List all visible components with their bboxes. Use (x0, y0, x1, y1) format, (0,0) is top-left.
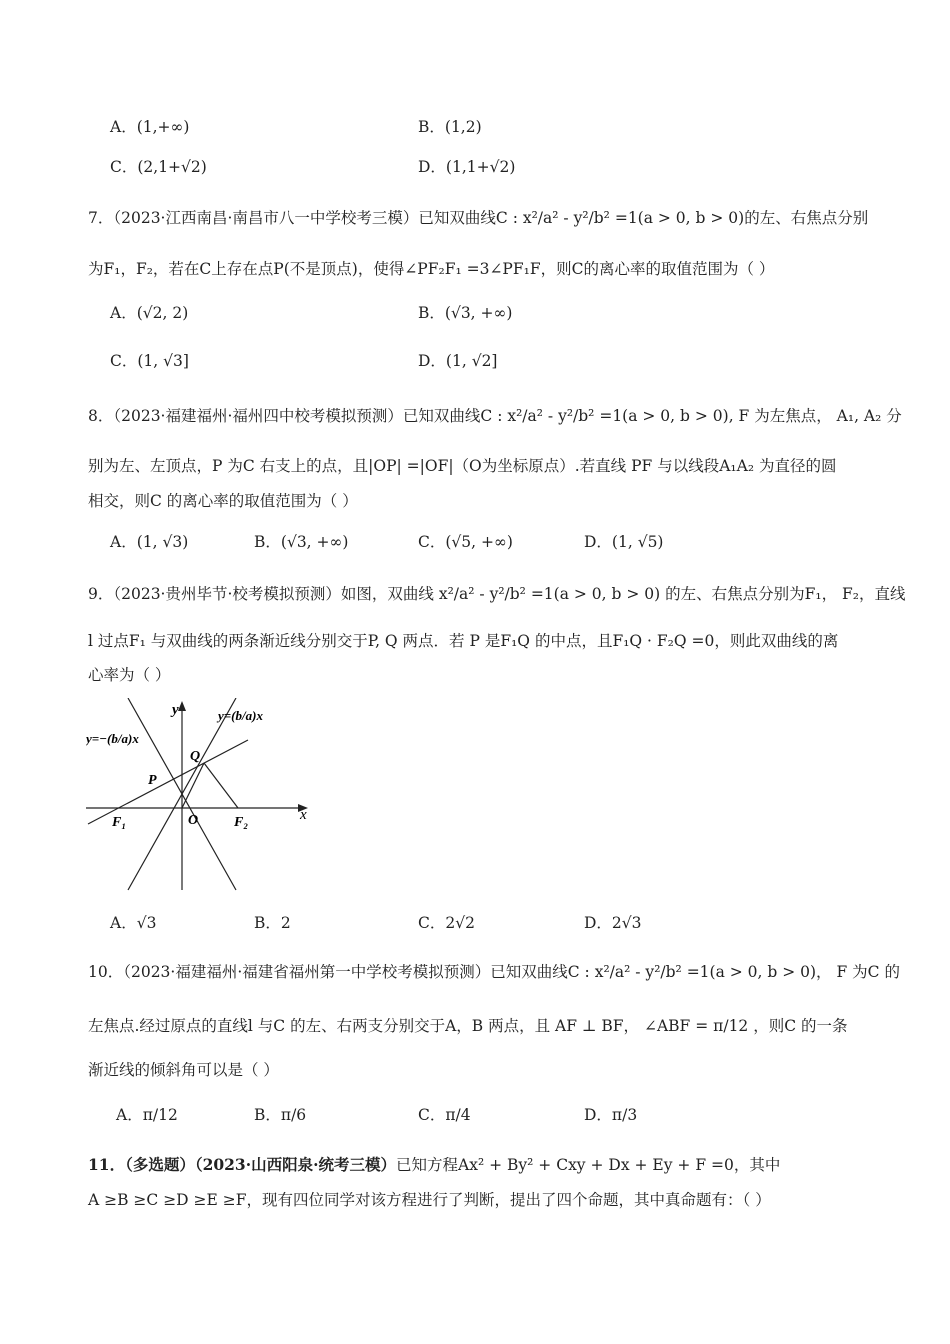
q8-stem-line-1: 8．（2023·福建福州·福州四中校考模拟预测）已知双曲线C : x²/a² - y²/b² =1(a > 0, b > 0), F 为左焦点， A₁, A₂ 分 (88, 407, 902, 425)
q11-stem-line-2: A ≥B ≥C ≥D ≥E ≥F，现有四位同学对该方程进行了判断，提出了四个命题，其中真命题有：（ ） (88, 1191, 771, 1209)
label-y: y (172, 702, 179, 718)
q11-stem-text: 已知方程Ax² + By² + Cxy + Dx + Ey + F =0，其中 (396, 1156, 781, 1174)
q11-heading: 11．（多选题）（2023·山西阳泉·统考三模） (88, 1155, 397, 1174)
q6-option-d: D．(1,1+√2) (418, 158, 516, 176)
label-O: O (188, 813, 199, 828)
q8-option-b: B．(√3, +∞) (254, 533, 349, 551)
q9-option-a: A．√3 (110, 914, 157, 932)
q8-option-a: A．(1, √3) (110, 533, 189, 551)
q6-option-c: C．(2,1+√2) (110, 158, 207, 176)
q8-stem-line-3: 相交，则C 的离心率的取值范围为（ ） (88, 492, 358, 510)
label-F1: F₁ (112, 815, 127, 830)
label-F2: F₂ (234, 815, 249, 830)
line-l (88, 740, 248, 824)
q9-stem-line-1: 9．（2023·贵州毕节·校考模拟预测）如图，双曲线 x²/a² - y²/b² =1(a > 0, b > 0) 的左、右焦点分别为F₁， F₂，直线 (88, 585, 906, 603)
q9-stem-line-3: 心率为（ ） (88, 666, 171, 684)
q9-hyperbola-figure (86, 698, 326, 893)
label-asymptote-left: y=−(b/a)x (86, 731, 139, 746)
q11-stem-line-1 (88, 1154, 780, 1176)
q9-stem-line-2: l 过点F₁ 与双曲线的两条渐近线分别交于P, Q 两点．若 P 是F₁Q 的中点，且F₁Q · F₂Q =0，则此双曲线的离 (88, 632, 839, 650)
q7-option-d: D．(1, √2] (418, 352, 498, 370)
q7-option-c: C．(1, √3] (110, 352, 189, 370)
q10-stem-line-2: 左焦点.经过原点的直线l 与C 的左、右两支分别交于A，B 两点，且 AF ⊥ BF， ∠ABF = π/12 ，则C 的一条 (88, 1017, 848, 1035)
q7-option-a: A．(√2, 2) (110, 304, 189, 322)
segment-OQ (182, 763, 204, 808)
q7-option-b: B．(√3, +∞) (418, 304, 513, 322)
q9-option-d: D．2√3 (584, 914, 642, 932)
q9-option-b: B．2 (254, 914, 291, 932)
label-x: x (300, 807, 307, 823)
q7-stem-line-1: 7．（2023·江西南昌·南昌市八一中学校考三模）已知双曲线C : x²/a² - y²/b² =1(a > 0, b > 0)的左、右焦点分别 (88, 209, 869, 227)
q8-option-c: C．(√5, +∞) (418, 533, 513, 551)
label-P: P (148, 773, 157, 788)
q8-option-d: D．(1, √5) (584, 533, 664, 551)
q10-option-c: C．π/4 (418, 1106, 471, 1124)
q10-option-b: B．π/6 (254, 1106, 307, 1124)
q6-option-a: A．(1,+∞) (110, 118, 190, 136)
q10-stem-line-3: 渐近线的倾斜角可以是（ ） (88, 1061, 279, 1079)
q6-option-b: B．(1,2) (418, 118, 482, 136)
q10-stem-line-1: 10．（2023·福建福州·福建省福州第一中学校考模拟预测）已知双曲线C : x²/a² - y²/b² =1(a > 0, b > 0)， F 为C 的 (88, 963, 900, 981)
label-Q: Q (190, 749, 201, 764)
y-axis-arrow-icon (178, 701, 186, 711)
segment-QF2 (204, 763, 238, 808)
q7-stem-line-2: 为F₁，F₂，若在C上存在点P(不是顶点)，使得∠PF₂F₁ =3∠PF₁F，则C的离心率的取值范围为（ ） (88, 260, 775, 278)
q8-stem-line-2: 别为左、左顶点，P 为C 右支上的点，且|OP| =|OF|（O为坐标原点）.若直线 PF 与以线段A₁A₂ 为直径的圆 (88, 457, 837, 475)
q10-option-a: A．π/12 (116, 1106, 178, 1124)
q10-option-d: D．π/3 (584, 1106, 638, 1124)
label-asymptote-right: y=(b/a)x (218, 708, 263, 723)
q9-option-c: C．2√2 (418, 914, 475, 932)
